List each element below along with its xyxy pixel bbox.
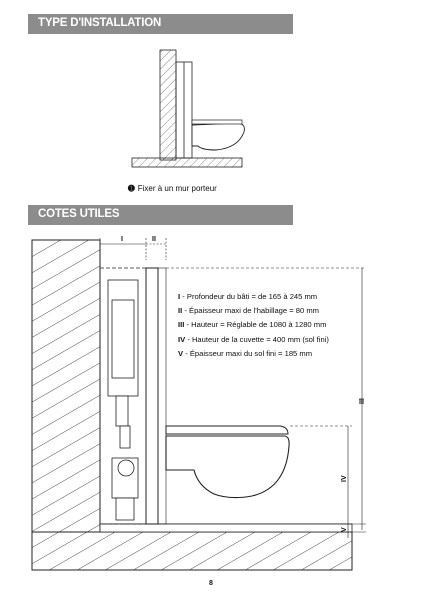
label-dim-V: V bbox=[341, 527, 348, 532]
dimension-item: V - Épaisseur maxi du sol fini = 185 mm bbox=[178, 348, 313, 358]
cladding-panel bbox=[146, 268, 158, 524]
small-wall-section bbox=[132, 50, 242, 167]
dimension-list bbox=[178, 290, 329, 361]
label-dim-III: III bbox=[359, 398, 366, 404]
toilet-bowl bbox=[166, 436, 289, 498]
section-header-dimensions bbox=[28, 205, 293, 225]
page-number: 8 bbox=[209, 580, 213, 587]
caption-text: Fixer à un mur porteur bbox=[137, 184, 217, 193]
toilet-seat bbox=[166, 426, 288, 434]
dimension-item: II - Épaisseur maxi de l'habillage = 80 mm bbox=[178, 306, 319, 316]
small-frame bbox=[176, 62, 192, 158]
dimension-markers-top bbox=[100, 238, 166, 260]
installation-caption bbox=[128, 184, 217, 193]
dimension-item: III - Hauteur = Réglable de 1080 à 1280 mm bbox=[178, 320, 327, 330]
floor-slab bbox=[32, 532, 352, 570]
section-title: TYPE D'INSTALLATION bbox=[38, 17, 162, 29]
cistern bbox=[108, 280, 138, 448]
small-toilet-bowl bbox=[192, 123, 244, 150]
dimension-item: I - Profondeur du bâti = de 165 à 245 mm bbox=[178, 292, 318, 301]
drain-pipe bbox=[112, 458, 138, 520]
label-dim-II: II bbox=[152, 236, 156, 243]
dimension-item: IV - Hauteur de la cuvette = 400 mm (sol fini) bbox=[178, 334, 329, 344]
label-dim-I: I bbox=[121, 236, 123, 243]
section-title: COTES UTILES bbox=[38, 208, 120, 220]
label-dim-IV: IV bbox=[341, 475, 348, 482]
load-bearing-wall bbox=[32, 240, 100, 532]
small-toilet-seat bbox=[192, 120, 242, 124]
caption-number: ➊ bbox=[128, 184, 135, 193]
